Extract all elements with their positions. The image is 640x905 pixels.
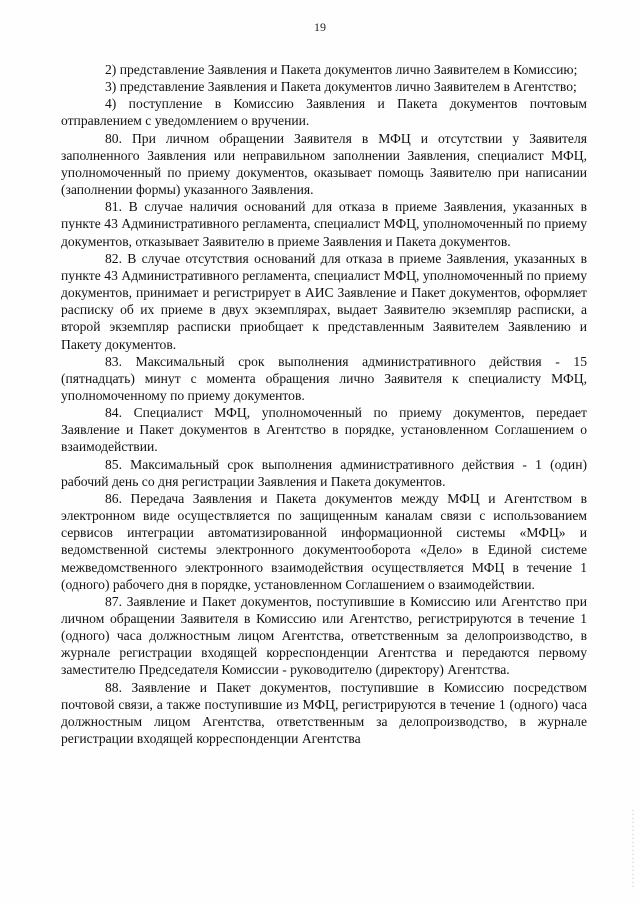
paragraph-86: 86. Передача Заявления и Пакета документов между МФЦ и Агентством в электронном виде осуществляется по защищенным каналам связи с использованием сервисов интеграции автоматизированной информационной системы «МФЦ» и ведомственной системы электронного документооборота «Дело» в Единой системе межведомственного электронного взаимодействия осуществляется МФЦ в течение 1 (одного) рабочего дня в порядке, установленном Соглашением о взаимодействии. (61, 490, 587, 592)
paragraph-82: 82. В случае отсутствия оснований для отказа в приеме Заявления, указанных в пункте 43 Административного регламента, специалист МФЦ, уполномоченный по приему документов, принимает и регистрирует в АИС Заявление и Пакет документов, оформляет расписку об их приеме в двух экземплярах, выдает Заявителю экземпляр расписки, а второй экземпляр расписки приобщает к представленным Заявителем Заявлению и Пакету документов. (61, 250, 587, 352)
paragraph-87: 87. Заявление и Пакет документов, поступившие в Комиссию или Агентство при личном обращении Заявителя в Комиссию или Агентство, регистрируются в течение 1 (одного) часа должностным лицом Агентства, ответственным за делопроизводство, в журнале регистрации входящей корреспонденции Агентства и передаются первому заместителю Председателя Комиссии - руководителю (директору) Агентства. (61, 593, 587, 678)
paragraph-item-4: 4) поступление в Комиссию Заявления и Пакета документов почтовым отправлением с уведомлением о вручении. (61, 96, 587, 129)
paragraph-item-3: 3) представление Заявления и Пакета документов лично Заявителем в Агентство; (105, 79, 577, 95)
paragraph-85: 85. Максимальный срок выполнения административного действия - 1 (один) рабочий день со дня регистрации Заявления и Пакета документов. (61, 456, 587, 489)
paragraph-80: 80. При личном обращении Заявителя в МФЦ и отсутствии у Заявителя заполненного Заявления или неправильном заполнении Заявления, специалист МФЦ, уполномоченный по приему документов, оказывает помощь Заявителю при написании (заполнении формы) указанного Заявления. (61, 130, 587, 198)
paragraph-item-2: 2) представление Заявления и Пакета документов лично Заявителем в Комиссию; (105, 62, 578, 77)
paragraph-84: 84. Специалист МФЦ, уполномоченный по приему документов, передает Заявление и Пакет документов в Агентство в порядке, установленном Соглашением о взаимодействии. (61, 405, 587, 455)
paragraph-83: 83. Максимальный срок выполнения административного действия - 15 (пятнадцать) минут с момента обращения лично Заявителя к специалисту МФЦ, уполномоченному по приему документов. (61, 353, 587, 403)
paragraph-88: 88. Заявление и Пакет документов, поступившие в Комиссию посредством почтовой связи, а также поступившие из МФЦ, регистрируются в течение 1 (одного) часа должностным лицом Агентства, ответственным за делопроизводство, в журнале регистрации входящей корреспонденции Агентства (61, 679, 587, 747)
scan-edge-mark (632, 810, 634, 890)
page-number: 19 (314, 20, 326, 34)
paragraph-81: 81. В случае наличия оснований для отказа в приеме Заявления, указанных в пункте 43 Административного регламента, специалист МФЦ, уполномоченный по приему документов, отказывает Заявителю в приеме Заявления и Пакета документов. (61, 199, 587, 249)
document-body (61, 61, 587, 747)
